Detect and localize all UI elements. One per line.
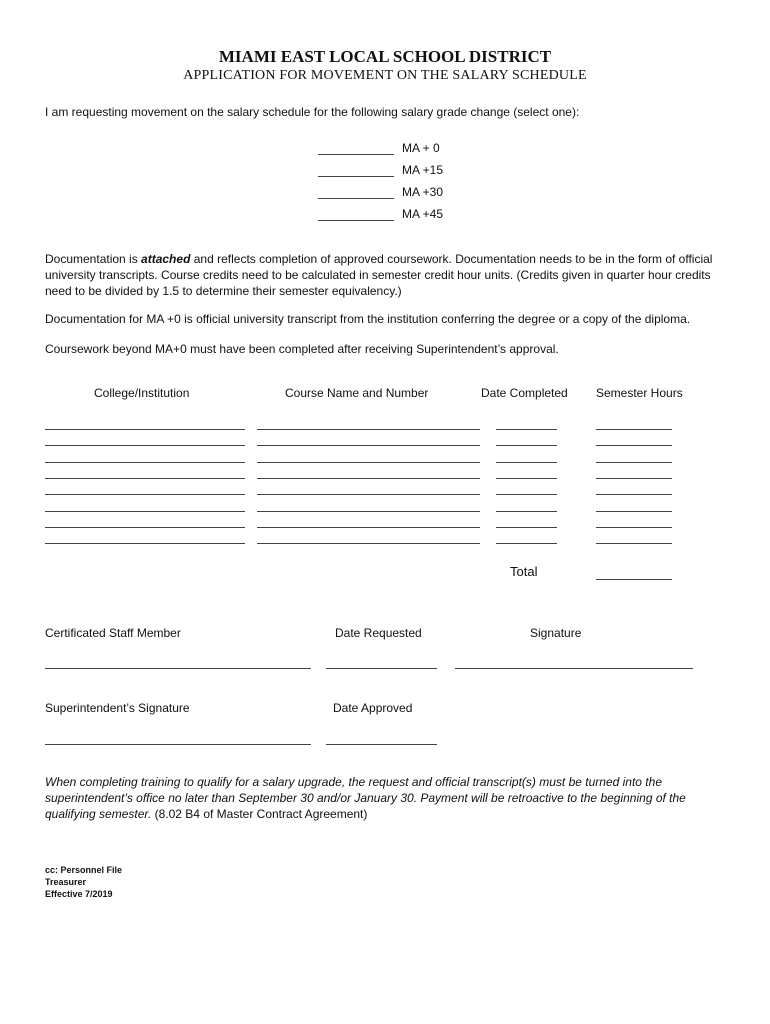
footer-effective: Effective 7/2019 [45,889,113,899]
semester-hours-field[interactable] [596,450,672,463]
date-completed-field[interactable] [496,531,557,544]
date-approved-label: Date Approved [333,701,413,715]
col-header-hours: Semester Hours [596,386,683,400]
col-header-course: Course Name and Number [285,386,429,400]
superintendent-signature-label: Superintendent’s Signature [45,701,190,715]
semester-hours-field[interactable] [596,531,672,544]
table-row [0,466,770,480]
semester-hours-field[interactable] [596,433,672,446]
option-label: MA +30 [402,185,444,199]
table-row [0,450,770,464]
college-field[interactable] [45,433,245,446]
superintendent-signature-field[interactable] [45,732,311,745]
deadline-note-italic: When completing training to qualify for a salary upgrade, the request and official transcript(s) must be turned into the superintendent’s office no later than September 30 and/or January 30. Payment will be retroactive to the beginning of the qualifying semester. [45,775,686,821]
option-blank[interactable] [318,164,394,177]
date-completed-field[interactable] [496,417,557,430]
document-title: MIAMI EAST LOCAL SCHOOL DISTRICT [218,47,552,66]
date-approved-field[interactable] [326,732,437,745]
total-label: Total [510,564,538,579]
course-field[interactable] [257,482,480,495]
college-field[interactable] [45,450,245,463]
option-blank[interactable] [318,186,394,199]
table-row [0,482,770,496]
staff-member-label: Certificated Staff Member [45,626,181,640]
signature-label: Signature [530,626,582,640]
option-label: MA +45 [402,207,444,221]
semester-hours-field[interactable] [596,499,672,512]
semester-hours-field[interactable] [596,482,672,495]
option-ma-15[interactable] [318,163,518,177]
intro-text: I am requesting movement on the salary schedule for the following salary grade change (select one): [45,105,580,119]
table-row [0,531,770,545]
option-label: MA +15 [402,163,444,177]
table-row [0,515,770,529]
college-field[interactable] [45,482,245,495]
college-field[interactable] [45,417,245,430]
document-subtitle: APPLICATION FOR MOVEMENT ON THE SALARY SCHEDULE [183,68,587,83]
option-ma-45[interactable] [318,207,518,221]
course-field[interactable] [257,515,480,528]
college-field[interactable] [45,499,245,512]
option-ma-30[interactable] [318,185,518,199]
date-requested-label: Date Requested [335,626,422,640]
college-field[interactable] [45,466,245,479]
date-requested-field[interactable] [326,656,437,669]
semester-hours-field[interactable] [596,515,672,528]
footer-treasurer: Treasurer [45,877,87,887]
footer-cc: cc: Personnel File [45,865,123,875]
coursework-approval-text: Coursework beyond MA+0 must have been completed after receiving Superintendent’s approval. [45,342,559,356]
doc-text-pre: Documentation is [45,252,142,266]
date-completed-field[interactable] [496,433,557,446]
table-row [0,499,770,513]
course-field[interactable] [257,499,480,512]
doc-text-emphasis: attached [141,252,191,266]
course-field[interactable] [257,531,480,544]
date-completed-field[interactable] [496,515,557,528]
ma0-documentation-text: Documentation for MA +0 is official university transcript from the institution conferring the degree or a copy of the diploma. [45,312,691,326]
college-field[interactable] [45,515,245,528]
staff-member-field[interactable] [45,656,311,669]
date-completed-field[interactable] [496,499,557,512]
date-completed-field[interactable] [496,466,557,479]
course-field[interactable] [257,433,480,446]
option-ma-0[interactable] [318,141,518,155]
course-field[interactable] [257,466,480,479]
course-field[interactable] [257,450,480,463]
table-row [0,417,770,431]
table-row [0,433,770,447]
option-label: MA + 0 [402,141,440,155]
deadline-note [45,774,735,822]
option-blank[interactable] [318,142,394,155]
semester-hours-field[interactable] [596,466,672,479]
course-field[interactable] [257,417,480,430]
option-blank[interactable] [318,208,394,221]
col-header-college: College/Institution [94,386,190,400]
total-hours-field[interactable] [596,567,672,580]
signature-field[interactable] [455,656,693,669]
col-header-date: Date Completed [481,386,568,400]
documentation-paragraph [45,251,735,299]
date-completed-field[interactable] [496,450,557,463]
doc-text-post: and reflects completion of approved coursework. Documentation needs to be in the form of official university transcripts. Course credits need to be calculated in semester credit hour units. (Credits given in quarter hour credits need to be divided by 1.5 to determine their semester equivalency.) [45,252,713,298]
deadline-note-reference: (8.02 B4 of Master Contract Agreement) [151,807,368,821]
college-field[interactable] [45,531,245,544]
date-completed-field[interactable] [496,482,557,495]
semester-hours-field[interactable] [596,417,672,430]
